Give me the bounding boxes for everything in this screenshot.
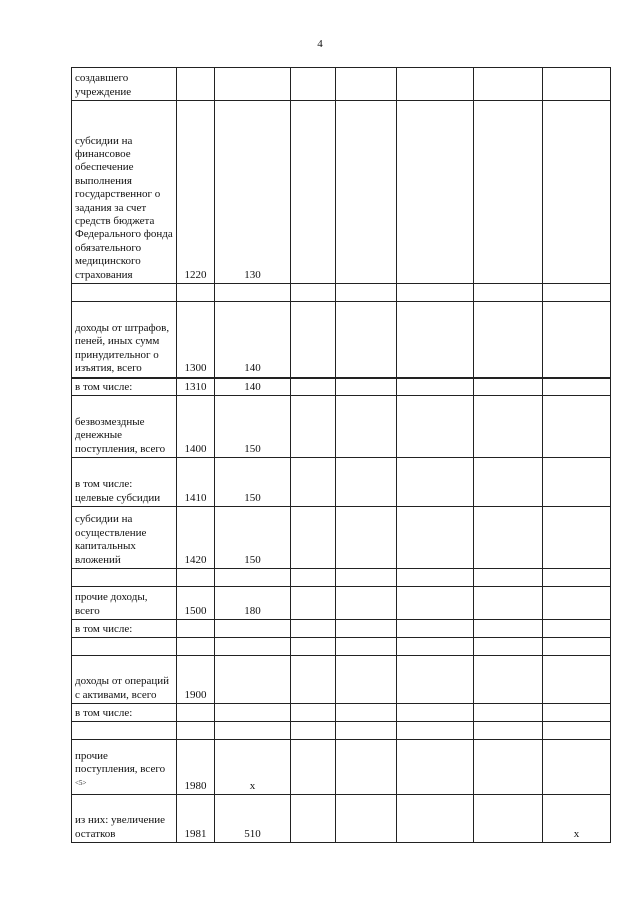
table-row — [72, 656, 611, 704]
cell — [397, 620, 474, 638]
table-row — [72, 378, 611, 396]
row-last — [543, 68, 611, 101]
row-last — [543, 740, 611, 795]
row-kosgu: 510 — [215, 795, 291, 843]
row-label: субсидии на осуществление капитальных вложений — [72, 507, 177, 569]
row-kosgu: x — [215, 740, 291, 795]
row-last — [543, 284, 611, 302]
row-kosgu: 140 — [215, 302, 291, 378]
row-label: в том числе: — [72, 620, 177, 638]
cell — [291, 284, 336, 302]
cell — [336, 396, 397, 458]
table-row — [72, 101, 611, 284]
footnote-ref: <5> — [75, 778, 87, 787]
row-last — [543, 302, 611, 378]
cell — [397, 795, 474, 843]
cell — [291, 507, 336, 569]
cell — [336, 569, 397, 587]
row-kosgu: 130 — [215, 101, 291, 284]
table-row — [72, 68, 611, 101]
cell — [336, 620, 397, 638]
cell — [474, 795, 543, 843]
cell — [336, 704, 397, 722]
cell — [291, 587, 336, 620]
cell — [291, 722, 336, 740]
row-last — [543, 638, 611, 656]
table-row — [72, 740, 611, 795]
cell — [291, 638, 336, 656]
table-row — [72, 587, 611, 620]
cell — [291, 656, 336, 704]
row-label: субсидии на финансовое обеспечение выполнения государственног о задания за счет средств бюджета Федерального фонда обязательного медицинского страхования — [72, 101, 177, 284]
cell — [291, 101, 336, 284]
cell — [474, 378, 543, 396]
row-last — [543, 396, 611, 458]
cell — [474, 656, 543, 704]
row-label: доходы от штрафов, пеней, иных сумм принудительног о изъятия, всего — [72, 302, 177, 378]
row-label: прочие доходы, всего — [72, 587, 177, 620]
cell — [474, 704, 543, 722]
row-code: 1220 — [177, 101, 215, 284]
cell — [336, 68, 397, 101]
row-code: 1900 — [177, 656, 215, 704]
row-code: 1420 — [177, 507, 215, 569]
row-label — [72, 569, 177, 587]
row-code: 1400 — [177, 396, 215, 458]
cell — [474, 722, 543, 740]
row-label: из них: увеличение остатков — [72, 795, 177, 843]
cell — [474, 638, 543, 656]
cell — [474, 620, 543, 638]
cell — [397, 378, 474, 396]
row-kosgu: 150 — [215, 507, 291, 569]
row-code: 1310 — [177, 378, 215, 396]
table-row — [72, 302, 611, 378]
cell — [336, 378, 397, 396]
row-label — [72, 638, 177, 656]
cell — [336, 638, 397, 656]
cell — [474, 302, 543, 378]
row-label: в том числе: — [72, 378, 177, 396]
row-kosgu: 150 — [215, 458, 291, 507]
row-label: в том числе: — [72, 704, 177, 722]
cell — [397, 507, 474, 569]
cell — [397, 396, 474, 458]
row-last — [543, 620, 611, 638]
row-label-cell — [72, 740, 177, 795]
cell — [291, 569, 336, 587]
cell — [291, 458, 336, 507]
table-row — [72, 638, 611, 656]
cell — [291, 68, 336, 101]
row-code: 1980 — [177, 740, 215, 795]
row-label: безвозмездные денежные поступления, всего — [72, 396, 177, 458]
cell — [397, 587, 474, 620]
row-last — [543, 704, 611, 722]
row-kosgu — [215, 704, 291, 722]
row-kosgu — [215, 284, 291, 302]
row-kosgu — [215, 569, 291, 587]
cell — [397, 458, 474, 507]
cell — [474, 68, 543, 101]
row-last — [543, 569, 611, 587]
cell — [397, 68, 474, 101]
cell — [397, 284, 474, 302]
cell — [474, 587, 543, 620]
cell — [291, 302, 336, 378]
cell — [397, 722, 474, 740]
row-last — [543, 101, 611, 284]
row-code — [177, 638, 215, 656]
table-row — [72, 620, 611, 638]
row-kosgu — [215, 656, 291, 704]
row-label: доходы от операций с активами, всего — [72, 656, 177, 704]
cell — [291, 704, 336, 722]
page-number: 4 — [317, 38, 323, 50]
cell — [336, 458, 397, 507]
table-row — [72, 396, 611, 458]
row-label — [72, 722, 177, 740]
row-kosgu — [215, 638, 291, 656]
row-last — [543, 378, 611, 396]
cell — [397, 656, 474, 704]
cell — [336, 656, 397, 704]
cell — [397, 740, 474, 795]
row-kosgu: 150 — [215, 396, 291, 458]
row-code — [177, 620, 215, 638]
row-label: прочие поступления, всего — [75, 749, 166, 776]
row-last — [543, 587, 611, 620]
row-label: создавшего учреждение — [72, 68, 177, 101]
income-table — [71, 67, 611, 843]
row-code — [177, 68, 215, 101]
cell — [291, 740, 336, 795]
row-kosgu: 140 — [215, 378, 291, 396]
cell — [397, 101, 474, 284]
table-row — [72, 458, 611, 507]
table-row — [72, 507, 611, 569]
cell — [474, 396, 543, 458]
cell — [397, 302, 474, 378]
row-last — [543, 656, 611, 704]
cell — [336, 722, 397, 740]
cell — [291, 396, 336, 458]
row-code: 1300 — [177, 302, 215, 378]
cell — [474, 740, 543, 795]
row-last: x — [543, 795, 611, 843]
row-code — [177, 569, 215, 587]
cell — [336, 587, 397, 620]
row-label: в том числе: целевые субсидии — [72, 458, 177, 507]
cell — [336, 101, 397, 284]
row-last — [543, 458, 611, 507]
table-row — [72, 722, 611, 740]
row-kosgu — [215, 68, 291, 101]
cell — [291, 795, 336, 843]
cell — [474, 101, 543, 284]
cell — [397, 704, 474, 722]
cell — [397, 569, 474, 587]
row-label — [72, 284, 177, 302]
cell — [336, 284, 397, 302]
row-code: 1500 — [177, 587, 215, 620]
table-row — [72, 704, 611, 722]
table-row — [72, 284, 611, 302]
cell — [291, 378, 336, 396]
table-row — [72, 795, 611, 843]
row-last — [543, 722, 611, 740]
cell — [336, 507, 397, 569]
row-kosgu: 180 — [215, 587, 291, 620]
cell — [336, 302, 397, 378]
row-code — [177, 704, 215, 722]
row-code: 1981 — [177, 795, 215, 843]
cell — [474, 458, 543, 507]
table-row — [72, 569, 611, 587]
cell — [291, 620, 336, 638]
cell — [397, 638, 474, 656]
row-code — [177, 284, 215, 302]
cell — [474, 284, 543, 302]
row-code: 1410 — [177, 458, 215, 507]
row-kosgu — [215, 620, 291, 638]
cell — [474, 569, 543, 587]
row-kosgu — [215, 722, 291, 740]
cell — [474, 507, 543, 569]
cell — [336, 740, 397, 795]
cell — [336, 795, 397, 843]
row-code — [177, 722, 215, 740]
row-last — [543, 507, 611, 569]
